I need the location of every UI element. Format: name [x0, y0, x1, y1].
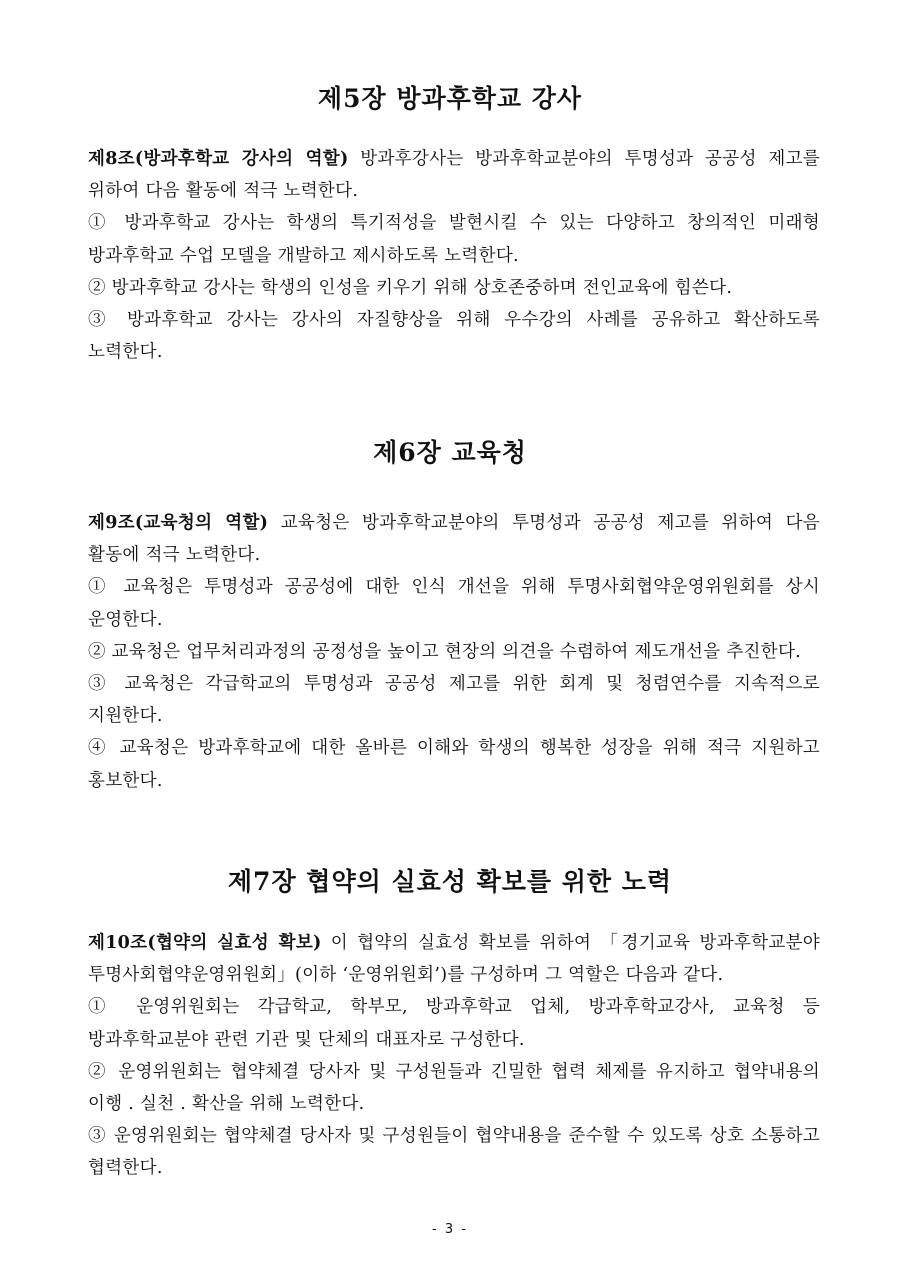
chapter-6-title: 제6장 교육청	[373, 438, 527, 467]
article-9-body: 교육청은 방과후학교분야의 투명성과 공공성 제고를 위하여 다음 활동에 적극 노력한다.	[88, 513, 820, 566]
chapter-5-title: 제5장 방과후학교 강사	[317, 84, 583, 113]
article-8-heading: 제8조(방과후학교 강사의 역할)	[88, 149, 349, 169]
article-9-heading: 제9조(교육청의 역할)	[88, 513, 269, 533]
article-9-item-1: ① 교육청은 투명성과 공공성에 대한 인식 개선을 위해 투명사회협약운영위원회를 상시 운영한다.	[88, 577, 820, 630]
article-9	[88, 507, 820, 571]
article-10-item-1: ① 운영위원회는 각급학교, 학부모, 방과후학교 업체, 방과후학교강사, 교육청 등 방과후학교분야 관련 기관 및 단체의 대표자로 구성한다.	[88, 997, 820, 1050]
chapter-7-title: 제7장 협약의 실효성 확보를 위한 노력	[227, 867, 673, 896]
article-8-item-2: ② 방과후학교 강사는 학생의 인성을 키우기 위해 상호존중하며 전인교육에 힘쓴다.	[88, 277, 733, 298]
article-8-item-3: ③ 방과후학교 강사는 강사의 자질향상을 위해 우수강의 사례를 공유하고 확산하도록 노력한다.	[88, 310, 820, 363]
article-10-item-3: ③ 운영위원회는 협약체결 당사자 및 구성원들이 협약내용을 준수할 수 있도록 상호 소통하고 협력한다.	[88, 1126, 820, 1179]
article-10-body: 이 협약의 실효성 확보를 위하여 「경기교육 방과후학교분야 투명사회협약운영위원회」(이하 ‘운영위원회’)를 구성하며 그 역할은 다음과 같다.	[88, 933, 820, 986]
chapter-7-section	[88, 927, 820, 1185]
article-9-item-3: ③ 교육청은 각급학교의 투명성과 공공성 제고를 위한 회계 및 청렴연수를 지속적으로 지원한다.	[88, 674, 820, 727]
article-10-item-2: ② 운영위원회는 협약체결 당사자 및 구성원들과 긴밀한 협력 체제를 유지하고 협약내용의 이행 . 실천 . 확산을 위해 노력한다.	[88, 1061, 820, 1115]
chapter-5-section	[88, 143, 820, 368]
chapter-6-section	[88, 507, 820, 797]
article-9-item-2: ② 교육청은 업무처리과정의 공정성을 높이고 현장의 의견을 수렴하여 제도개선을 추진한다.	[88, 641, 802, 662]
article-8	[88, 143, 820, 207]
article-9-item-4: ④ 교육청은 방과후학교에 대한 올바른 이해와 학생의 행복한 성장을 위해 적극 지원하고 홍보한다.	[88, 738, 820, 791]
article-10-heading: 제10조(협약의 실효성 확보)	[88, 933, 322, 953]
article-8-body: 방과후강사는 방과후학교분야의 투명성과 공공성 제고를 위하여 다음 활동에 적극 노력한다.	[88, 149, 820, 202]
article-10	[88, 927, 820, 991]
article-8-item-1: ① 방과후학교 강사는 학생의 특기적성을 발현시킬 수 있는 다양하고 창의적인 미래형 방과후학교 수업 모델을 개발하고 제시하도록 노력한다.	[88, 213, 820, 266]
page-number: - 3 -	[432, 1222, 468, 1237]
